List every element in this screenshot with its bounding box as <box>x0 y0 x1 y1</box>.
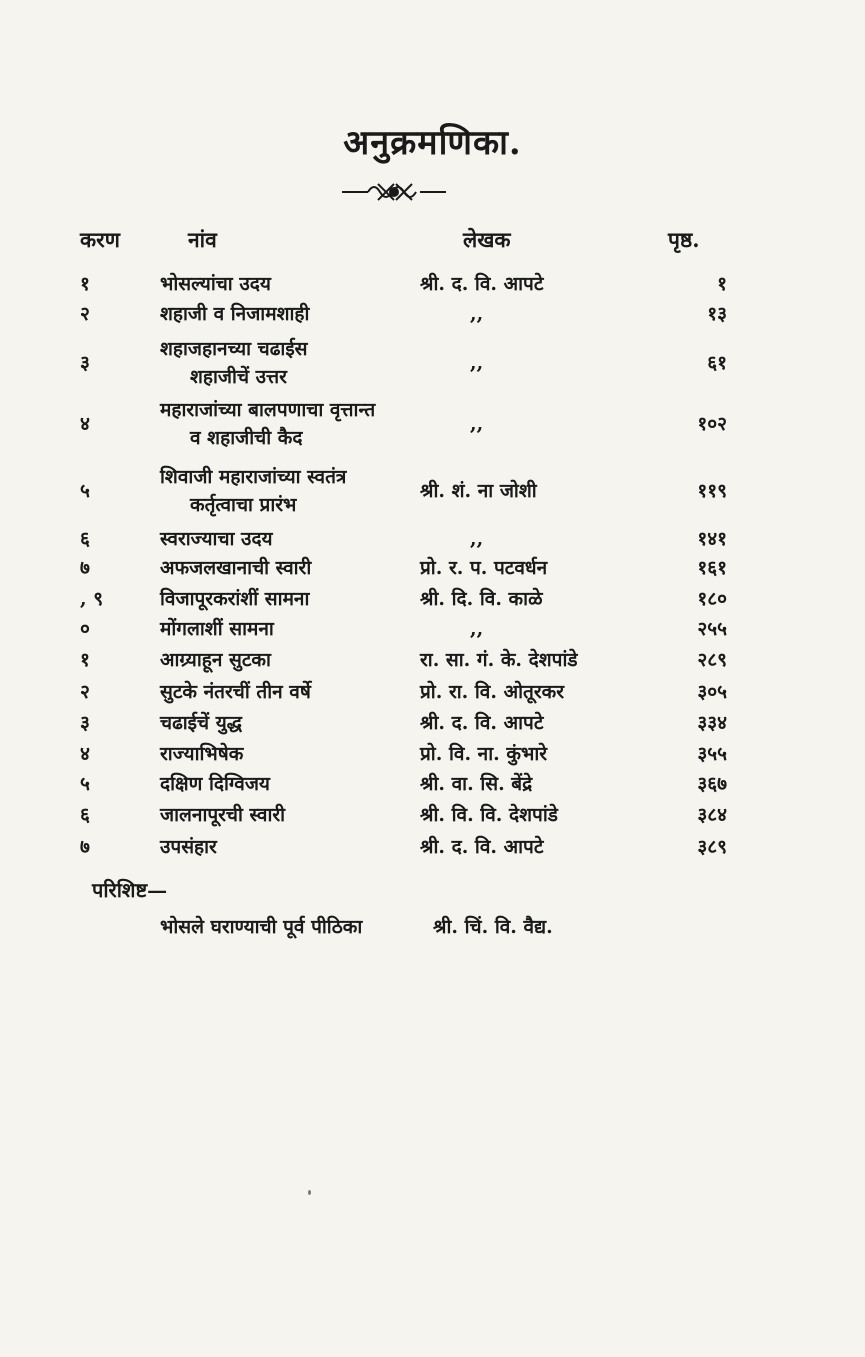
entry-page: १६१ <box>697 557 727 579</box>
entry-author: ,, <box>470 352 484 374</box>
appendix-item-name: भोसले घराण्याची पूर्व पीठिका <box>160 916 363 938</box>
entry-author: ,, <box>470 413 484 435</box>
entry-number: , ९ <box>80 588 104 610</box>
entry-page: २८९ <box>697 649 727 671</box>
entry-title: जालनापूरची स्वारी <box>160 804 286 826</box>
entry-number: २ <box>80 303 90 325</box>
entry-number: २ <box>80 681 90 703</box>
entry-title: चढाईचें युद्ध <box>160 712 242 734</box>
entry-number: ६ <box>80 528 90 550</box>
entry-number: १ <box>80 649 90 671</box>
entry-title: मोंगलाशीं सामना <box>160 618 274 640</box>
entry-title: उपसंहार <box>160 836 217 858</box>
appendix-item-author: श्री. चिं. वि. वैद्य. <box>433 916 553 938</box>
entry-page: १३ <box>707 303 727 325</box>
entry-page: ३८९ <box>697 836 727 858</box>
decorative-flourish-icon <box>338 176 450 204</box>
entry-title: शहाजहानच्या चढाईस <box>160 338 308 360</box>
entry-page: १ <box>717 273 727 295</box>
entry-number: १ <box>80 273 90 295</box>
entry-author: ,, <box>470 303 484 325</box>
entry-title: कर्तृत्वाचा प्रारंभ <box>190 494 297 516</box>
entry-author: प्रो. रा. वि. ओतूरकर <box>420 681 564 703</box>
entry-number: ७ <box>80 557 90 579</box>
entry-author: श्री. द. वि. आपटे <box>420 712 544 734</box>
entry-author: श्री. शं. ना जोशी <box>420 480 537 502</box>
entry-number: ४ <box>80 743 90 765</box>
entry-title: स्वराज्याचा उदय <box>160 528 273 550</box>
entry-title: अफजलखानाची स्वारी <box>160 557 312 579</box>
entry-page: ३८४ <box>697 804 727 826</box>
entry-author: श्री. द. वि. आपटे <box>420 836 544 858</box>
entry-title: शिवाजी महाराजांच्या स्वतंत्र <box>160 466 347 488</box>
entry-title: व शहाजीची कैद <box>190 427 303 449</box>
entry-title: राज्याभिषेक <box>160 743 244 765</box>
entry-author: प्रो. र. प. पटवर्धन <box>420 557 548 579</box>
entry-author: प्रो. वि. ना. कुंभारे <box>420 743 548 765</box>
entry-title: शहाजी व निजामशाही <box>160 303 310 325</box>
entry-number: ० <box>80 618 90 640</box>
entry-page: ३३४ <box>697 712 727 734</box>
header-author: लेखक <box>463 227 511 252</box>
entry-number: ५ <box>80 480 90 502</box>
header-name: नांव <box>188 227 217 252</box>
entry-page: ३०५ <box>697 681 727 703</box>
entry-title: विजापूरकरांशीं सामना <box>160 588 310 610</box>
entry-title: दक्षिण दिग्विजय <box>160 773 270 795</box>
entry-number: ४ <box>80 413 90 435</box>
page-title: अनुक्रमणिका. <box>343 123 522 163</box>
entry-number: ७ <box>80 836 90 858</box>
entry-page: १८० <box>697 588 727 610</box>
entry-number: ३ <box>80 352 90 374</box>
appendix-heading: परिशिष्ट— <box>92 878 168 902</box>
entry-title: महाराजांच्या बालपणाचा वृत्तान्त <box>160 399 376 421</box>
entry-author: ,, <box>470 528 484 550</box>
entry-title: सुटके नंतरचीं तीन वर्षे <box>160 681 311 703</box>
entry-author: श्री. वि. वि. देशपांडे <box>420 804 558 826</box>
entry-title: भोसल्यांचा उदय <box>160 273 271 295</box>
entry-author: श्री. वा. सि. बेंद्रे <box>420 773 533 795</box>
entry-page: ६१ <box>707 352 727 374</box>
entry-page: १४१ <box>697 528 727 550</box>
entry-author: रा. सा. गं. के. देशपांडे <box>420 649 578 671</box>
entry-page: ३५५ <box>697 743 727 765</box>
entry-title: आग्र्याहून सुटका <box>160 649 271 671</box>
header-page: पृष्ठ. <box>668 227 700 252</box>
paper-speck <box>308 1190 311 1195</box>
entry-number: ५ <box>80 773 90 795</box>
entry-number: ३ <box>80 712 90 734</box>
entry-number: ६ <box>80 804 90 826</box>
entry-page: २५५ <box>697 618 727 640</box>
header-chapter: करण <box>80 227 120 252</box>
entry-author: श्री. द. वि. आपटे <box>420 273 544 295</box>
entry-page: ३६७ <box>697 773 727 795</box>
entry-author: ,, <box>470 618 484 640</box>
entry-title: शहाजीचें उत्तर <box>190 366 287 388</box>
entry-page: १०२ <box>697 413 727 435</box>
entry-author: श्री. दि. वि. काळे <box>420 588 543 610</box>
entry-page: ११९ <box>697 480 727 502</box>
